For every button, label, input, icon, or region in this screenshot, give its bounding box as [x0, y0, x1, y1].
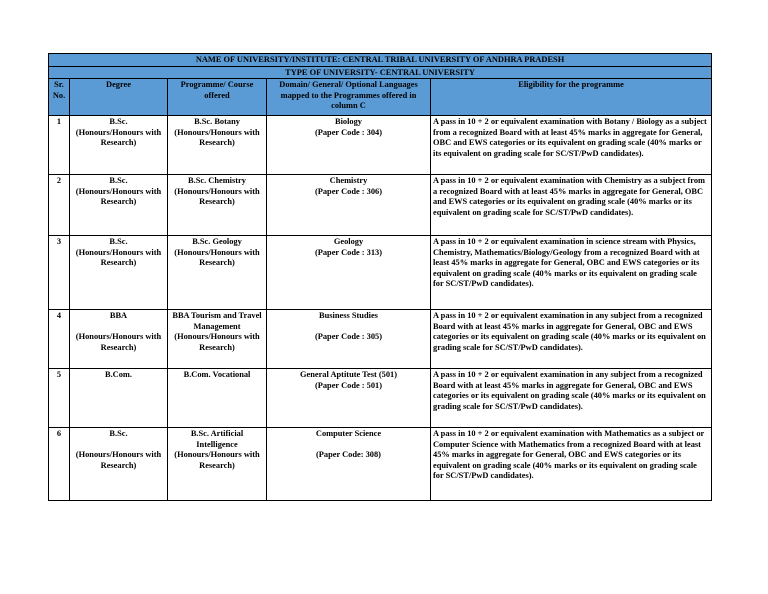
domain-cell — [267, 175, 431, 236]
paper-code: (Paper Code : 305) — [314, 332, 383, 342]
domain-name: Business Studies — [319, 311, 378, 320]
eligibility-cell: A pass in 10 + 2 or equivalent examination with Chemistry as a subject from a recognized Board with at least 45% marks in aggregate for General, OBC and EWS categories or its equivalent on grading scale (40% marks or its equivalent on grading scale for SC/ST/PwD candidates). — [431, 175, 712, 236]
programme-name: B.Com. Vocational — [183, 370, 251, 379]
header-programme: Programme/ Course offered — [168, 79, 267, 116]
sr-no-cell: 4 — [49, 310, 70, 369]
domain-cell — [267, 428, 431, 501]
programme-detail: (Honours/Honours with Research) — [174, 127, 260, 148]
domain-cell — [267, 369, 431, 428]
paper-code: (Paper Code : 306) — [314, 186, 383, 196]
degree-name: B.Sc. — [109, 237, 128, 246]
paper-code: (Paper Code : 313) — [314, 247, 383, 257]
degree-detail: (Honours/Honours with Research) — [75, 247, 162, 268]
university-type-row — [49, 66, 712, 79]
degree-detail: (Honours/Honours with Research) — [75, 450, 162, 470]
degree-name: B.Sc. — [109, 117, 128, 126]
paper-code: (Paper Code: 308) — [316, 450, 381, 460]
degree-detail: (Honours/Honours with Research) — [75, 186, 162, 207]
degree-cell — [70, 310, 168, 369]
degree-cell — [70, 369, 168, 428]
header-eligibility: Eligibility for the programme — [431, 79, 712, 116]
programme-detail: (Honours/Honours with Research) — [174, 186, 260, 207]
table-row — [49, 116, 712, 175]
domain-cell — [267, 236, 431, 310]
programme-cell — [168, 175, 267, 236]
paper-code: (Paper Code : 501) — [314, 380, 383, 390]
degree-cell — [70, 428, 168, 501]
university-title: NAME OF UNIVERSITY/INSTITUTE: CENTRAL TRIBAL UNIVERSITY OF ANDHRA PRADESH — [49, 54, 712, 67]
sr-no-cell: 3 — [49, 236, 70, 310]
header-row — [49, 79, 712, 116]
degree-cell — [70, 116, 168, 175]
degree-name: B.Com. — [105, 370, 132, 379]
degree-detail: (Honours/Honours with Research) — [75, 127, 162, 148]
domain-name: Chemistry — [329, 176, 368, 185]
sr-no-cell: 5 — [49, 369, 70, 428]
programme-cell — [168, 369, 267, 428]
programme-name: BBA Tourism and Travel Management — [172, 311, 262, 331]
table-row — [49, 369, 712, 428]
programme-cell — [168, 236, 267, 310]
degree-name: B.Sc. — [109, 429, 128, 438]
eligibility-cell: A pass in 10 + 2 or equivalent examination with Mathematics as a subject or Computer Science with Mathematics from a recognized Board with at least 45% marks in aggregate for General, OBC and EWS categories or its equivalent on grading scale (40% marks or its equivalent on grading scale for SC/ST/PwD candidates). — [431, 428, 712, 501]
domain-name: General Aptitute Test (501) — [299, 370, 397, 379]
sr-no-cell: 1 — [49, 116, 70, 175]
eligibility-cell: A pass in 10 + 2 or equivalent examination in any subject from a recognized Board with at least 45% marks in aggregate for General, OBC and EWS categories or its equivalent on grading scale (40% marks or its equivalent on grading scale for SC/ST/PwD candidates). — [431, 369, 712, 428]
header-domain: Domain/ General/ Optional Languages mapped to the Programmes offered in column C — [267, 79, 431, 116]
header-degree: Degree — [70, 79, 168, 116]
paper-code: (Paper Code : 304) — [314, 127, 383, 137]
domain-name: Biology — [335, 117, 362, 126]
programme-cell — [168, 428, 267, 501]
sr-no-cell: 2 — [49, 175, 70, 236]
domain-name: Computer Science — [315, 429, 382, 438]
programme-name: B.Sc. Botany — [194, 117, 240, 126]
domain-name: Geology — [333, 237, 364, 246]
degree-cell — [70, 236, 168, 310]
degree-cell — [70, 175, 168, 236]
domain-cell — [267, 116, 431, 175]
programme-detail: (Honours/Honours with Research) — [174, 332, 260, 352]
university-type: TYPE OF UNIVERSITY- CENTRAL UNIVERSITY — [49, 66, 712, 79]
programme-name: B.Sc. Chemistry — [188, 176, 246, 185]
eligibility-cell: A pass in 10 + 2 or equivalent examination in science stream with Physics, Chemistry, Mathematics/Biology/Geology from a recognized Board with at least 45% marks in aggregate for General, OBC and EWS categories or its equivalent on grading scale (40% marks or its equivalent on grading scale for SC/ST/PwD candidates). — [431, 236, 712, 310]
degree-name: B.Sc. — [109, 176, 128, 185]
eligibility-cell: A pass in 10 + 2 or equivalent examination with Botany / Biology as a subject from a recognized Board with at least 45% marks in aggregate for General, OBC and EWS categories or its equivalent on grading scale (40% marks or its equivalent on grading scale for SC/ST/PwD candidates). — [431, 116, 712, 175]
table-row — [49, 428, 712, 501]
programme-detail: (Honours/Honours with Research) — [174, 450, 260, 470]
programme-name: B.Sc. Geology — [192, 237, 242, 246]
university-name-row — [49, 54, 712, 67]
programme-cell — [168, 310, 267, 369]
programme-cell — [168, 116, 267, 175]
sr-no-cell: 6 — [49, 428, 70, 501]
degree-name: BBA — [109, 311, 128, 320]
domain-cell — [267, 310, 431, 369]
eligibility-table — [48, 53, 712, 501]
table-row — [49, 310, 712, 369]
programme-name: B.Sc. Artificial Intelligence — [190, 429, 244, 449]
degree-detail: (Honours/Honours with Research) — [75, 332, 162, 352]
programme-detail: (Honours/Honours with Research) — [174, 247, 260, 268]
table-row — [49, 175, 712, 236]
header-sr-no: Sr. No. — [49, 79, 70, 116]
table-row — [49, 236, 712, 310]
eligibility-cell: A pass in 10 + 2 or equivalent examination in any subject from a recognized Board with at least 45% marks in aggregate for General, OBC and EWS categories or its equivalent on grading scale (40% marks or its equivalent on grading scale for SC/ST/PwD candidates). — [431, 310, 712, 369]
